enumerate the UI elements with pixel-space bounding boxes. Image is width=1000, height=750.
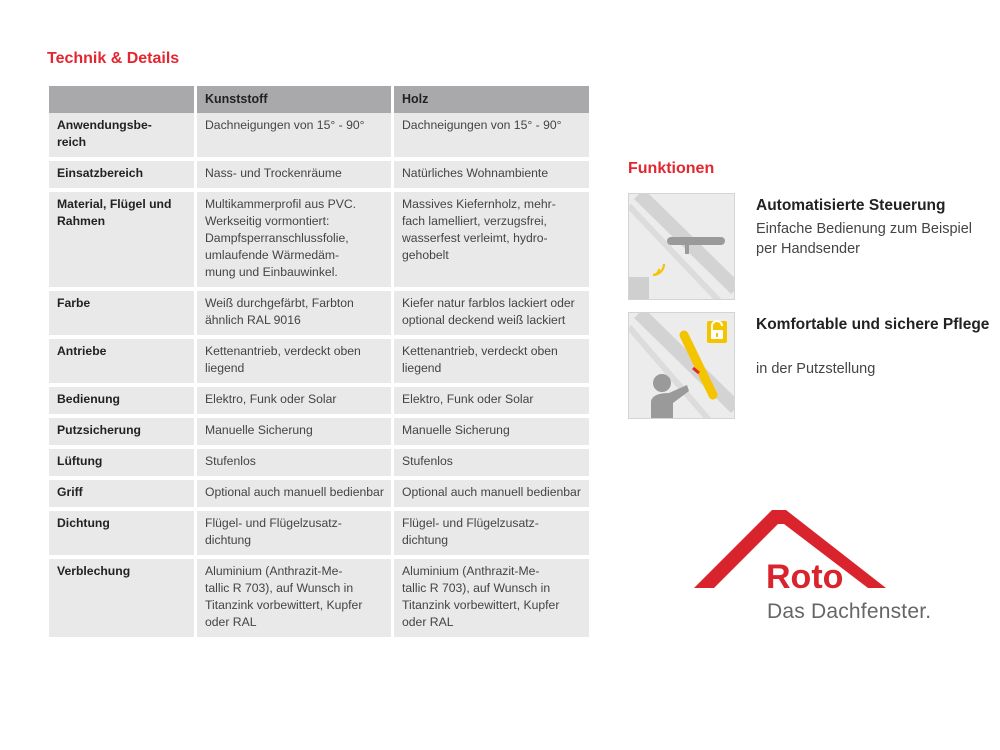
table-row bbox=[49, 161, 589, 192]
cell-kunststoff: Multikammerprofil aus PVC. Werkseitig vormontiert: Dampfsperranschlussfolie, umlaufende Wärmedäm- mung und Einbauwinkel. bbox=[197, 192, 394, 291]
row-label: Lüftung bbox=[49, 449, 197, 480]
technik-details-title: Technik & Details bbox=[47, 50, 180, 67]
row-label: Griff bbox=[49, 480, 197, 511]
row-label: Antriebe bbox=[49, 339, 197, 387]
cell-kunststoff: Stufenlos bbox=[197, 449, 394, 480]
cell-kunststoff: Optional auch manuell bedienbar bbox=[197, 480, 394, 511]
function-item-cleaning-care bbox=[628, 312, 998, 422]
spec-table bbox=[49, 86, 589, 637]
cell-holz: Kettenantrieb, verdeckt oben liegend bbox=[394, 339, 589, 387]
header-kunststoff: Kunststoff bbox=[197, 86, 394, 113]
cell-holz: Manuelle Sicherung bbox=[394, 418, 589, 449]
function-description: in der Putzstellung bbox=[756, 361, 876, 377]
remote-control-window-icon bbox=[628, 193, 735, 300]
logo-tagline: Das Dachfenster. bbox=[767, 600, 932, 623]
table-row bbox=[49, 559, 589, 637]
table-row bbox=[49, 480, 589, 511]
function-description: Einfache Bedienung zum Beispiel per Handsender bbox=[756, 221, 973, 257]
cell-kunststoff: Flügel- und Flügelzusatz- dichtung bbox=[197, 511, 394, 559]
logo-wordmark: Roto bbox=[766, 558, 844, 593]
roto-logo bbox=[694, 508, 894, 593]
row-label: Dichtung bbox=[49, 511, 197, 559]
header-empty bbox=[49, 86, 197, 113]
cell-kunststoff: Nass- und Trockenräume bbox=[197, 161, 394, 192]
row-label: Material, Flügel und Rahmen bbox=[49, 192, 197, 291]
cell-kunststoff: Manuelle Sicherung bbox=[197, 418, 394, 449]
header-holz: Holz bbox=[394, 86, 589, 113]
cell-holz: Optional auch manuell bedienbar bbox=[394, 480, 589, 511]
table-row bbox=[49, 192, 589, 291]
cell-holz: Elektro, Funk oder Solar bbox=[394, 387, 589, 418]
table-row bbox=[49, 418, 589, 449]
cell-kunststoff: Dachneigungen von 15° - 90° bbox=[197, 113, 394, 161]
cell-holz: Kiefer natur farblos lackiert oder optional deckend weiß lackiert bbox=[394, 291, 589, 339]
table-row bbox=[49, 449, 589, 480]
cell-kunststoff: Aluminium (Anthrazit-Me- tallic R 703), auf Wunsch in Titanzink vorbewittert, Kupfer oder RAL bbox=[197, 559, 394, 637]
function-item-automated-control bbox=[628, 193, 998, 303]
cell-holz: Dachneigungen von 15° - 90° bbox=[394, 113, 589, 161]
funktionen-title: Funktionen bbox=[628, 160, 715, 177]
cell-holz: Aluminium (Anthrazit-Me- tallic R 703), auf Wunsch in Titanzink vorbewittert, Kupfer oder RAL bbox=[394, 559, 589, 637]
cell-holz: Natürliches Wohnambiente bbox=[394, 161, 589, 192]
table-row bbox=[49, 511, 589, 559]
cell-holz: Massives Kiefernholz, mehr- fach lamelliert, verzugsfrei, wasserfest verleimt, hydro- gehobelt bbox=[394, 192, 589, 291]
cell-holz: Stufenlos bbox=[394, 449, 589, 480]
cell-kunststoff: Elektro, Funk oder Solar bbox=[197, 387, 394, 418]
function-heading: Komfortable und sichere Pflege bbox=[756, 316, 990, 333]
cell-kunststoff: Kettenantrieb, verdeckt oben liegend bbox=[197, 339, 394, 387]
row-label: Putzsicherung bbox=[49, 418, 197, 449]
function-heading: Automatisierte Steuerung bbox=[756, 197, 946, 214]
table-header-row bbox=[49, 86, 589, 113]
table-row bbox=[49, 113, 589, 161]
cell-kunststoff: Weiß durchgefärbt, Farbton ähnlich RAL 9016 bbox=[197, 291, 394, 339]
table-row bbox=[49, 387, 589, 418]
row-label: Farbe bbox=[49, 291, 197, 339]
row-label: Anwendungsbe- reich bbox=[49, 113, 197, 161]
table-row bbox=[49, 291, 589, 339]
table-row bbox=[49, 339, 589, 387]
row-label: Bedienung bbox=[49, 387, 197, 418]
row-label: Verblechung bbox=[49, 559, 197, 637]
cell-holz: Flügel- und Flügelzusatz- dichtung bbox=[394, 511, 589, 559]
row-label: Einsatzbereich bbox=[49, 161, 197, 192]
cleaning-position-lock-icon bbox=[628, 312, 735, 419]
